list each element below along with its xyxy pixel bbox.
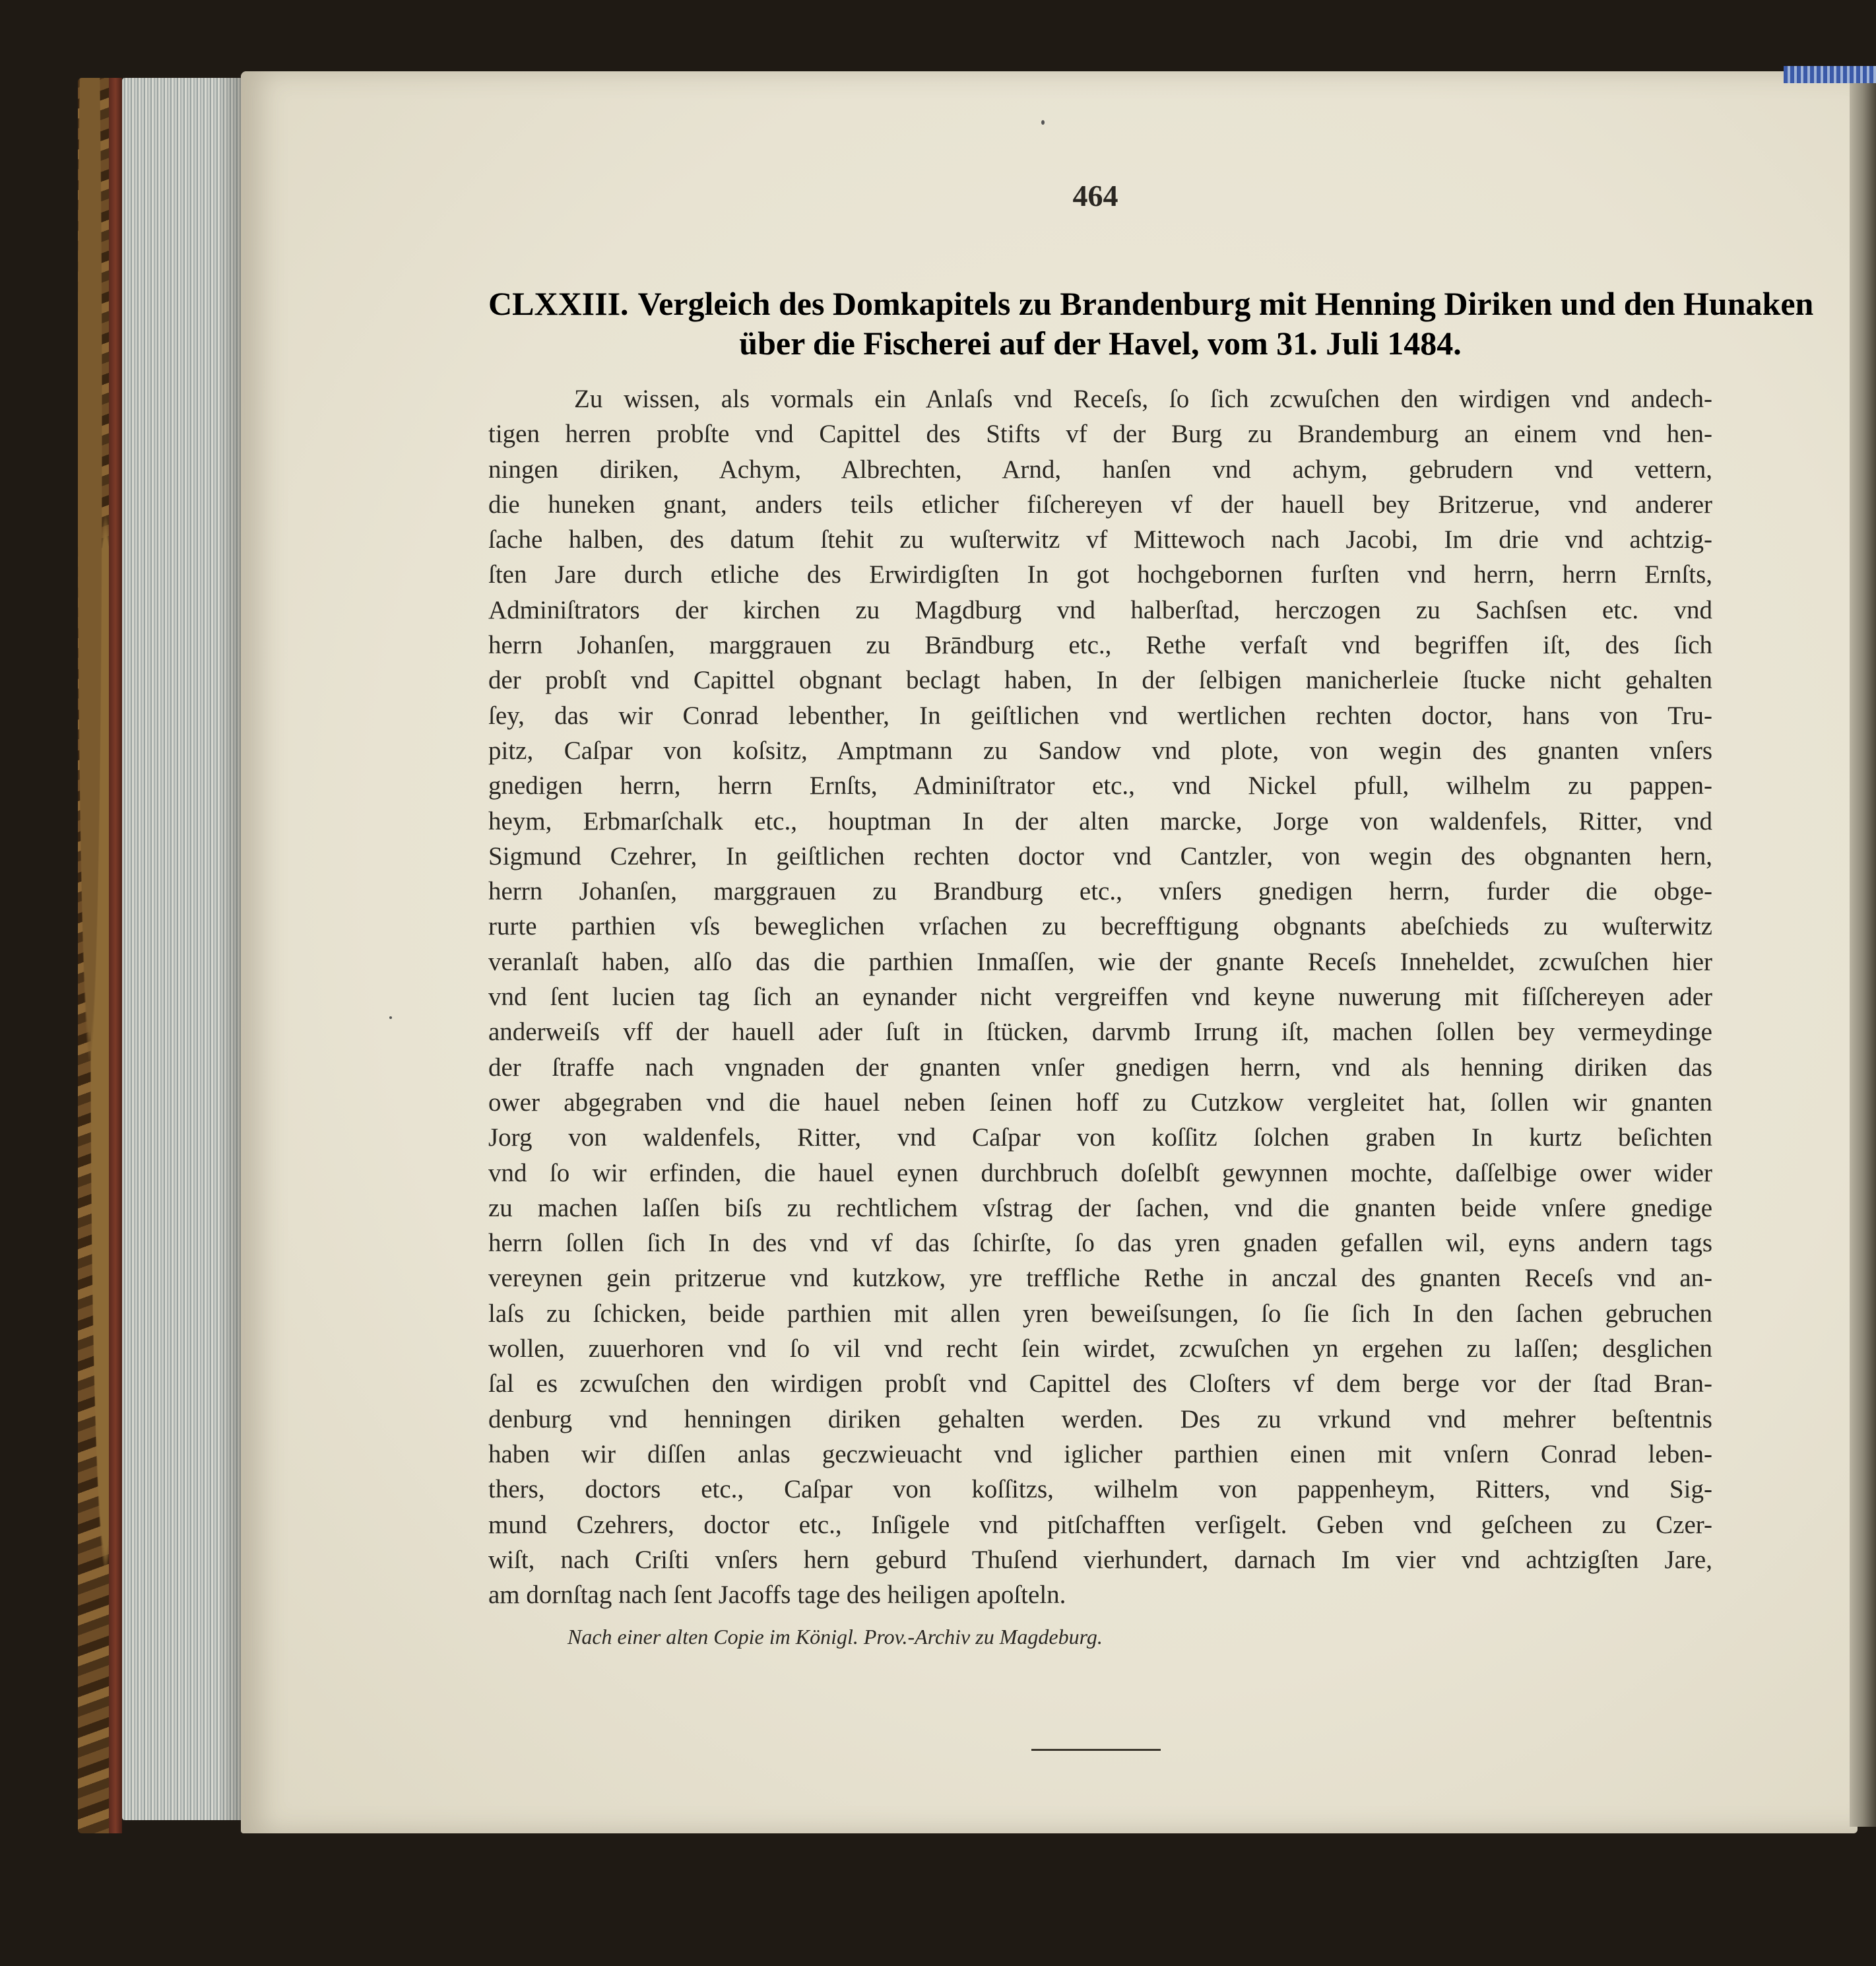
document-heading (488, 284, 1814, 363)
document-number: CLXXIII. (488, 285, 629, 322)
blue-corner-marker (1784, 66, 1876, 83)
body-line: gnedigen herrn, herrn Ernſts, Adminiſtrator etc., vnd Nickel pfull, wilhelm zu pappen- (488, 771, 1712, 801)
document-title-line-1: Vergleich des Domkapitels zu Brandenburg mit Henning Diriken und den Hunaken (637, 285, 1814, 322)
body-line: vereynen gein pritzerue vnd kutzkow, yre treffliche Rethe in anczal des gnanten Receſs vnd an- (488, 1264, 1712, 1293)
body-line: mund Czehrers, doctor etc., Inſigele vnd pitſchafften verſigelt. Geben vnd geſcheen zu Czer- (488, 1510, 1712, 1539)
body-line: wollen, zuuerhoren vnd ſo vil vnd recht ſein wirdet, zcwuſchen yn ergehen zu laſſen; desglichen (488, 1334, 1712, 1363)
page-number: 464 (1072, 179, 1118, 213)
body-line: zu machen laſſen biſs zu rechtlichem vſstrag der ſachen, vnd die gnanten beide vnſere gnedige (488, 1193, 1712, 1222)
page-stack-edges (122, 78, 244, 1820)
body-line: Adminiſtrators der kirchen zu Magdburg vnd halberſtad, herczogen zu Sachſsen etc. vnd (488, 595, 1712, 624)
body-line: laſs zu ſchicken, beide parthien mit allen yren beweiſsungen, ſo ſie ſich In den ſachen gebruchen (488, 1299, 1712, 1328)
body-line: herrn Johanſen, marggrauen zu Brāndburg etc., Rethe verfaſt vnd begriffen iſt, des ſich (488, 631, 1712, 660)
body-line: veranlaſt haben, alſo das die parthien Inmaſſen, wie der gnante Receſs Inneheldet, zcwuſchen hier (488, 947, 1712, 976)
body-line: herrn ſollen ſich In des vnd vf das ſchirſte, ſo das yren gnaden gefallen wil, eyns andern tags (488, 1229, 1712, 1258)
body-line: der ſtraffe nach vngnaden der gnanten vnſer gnedigen herrn, vnd als henning diriken das (488, 1053, 1712, 1082)
body-line: thers, doctors etc., Caſpar von koſſitzs, wilhelm von pappenheym, Ritters, vnd Sig- (488, 1475, 1712, 1504)
body-line: vnd ſent lucien tag ſich an eynander nicht vergreiffen vnd keyne nuwerung mit fiſſchereyen ader (488, 983, 1712, 1012)
page-right-edge (1850, 71, 1876, 1827)
body-line: ſten Jare durch etliche des Erwirdigſten In got hochgebornen furſten vnd herrn, herrn Ernſts, (488, 560, 1712, 589)
book-spine (109, 78, 122, 1833)
body-line: Jorg von waldenfels, Ritter, vnd Caſpar von koſſitz ſolchen graben In kurtz beſichten (488, 1123, 1712, 1152)
body-line: pitz, Caſpar von koſsitz, Amptmann zu Sandow vnd plote, von wegin des gnanten vnſers (488, 736, 1712, 765)
ink-speck (1041, 120, 1045, 125)
body-line: herrn Johanſen, marggrauen zu Brandburg etc., vnſers gnedigen herrn, furder die obge- (488, 877, 1712, 906)
body-line: anderweiſs vff der hauell ader ſuſt in ſtücken, darvmb Irrung iſt, machen ſollen bey vermeydinge (488, 1018, 1712, 1047)
document-title-line-2: über die Fischerei auf der Havel, vom 31. Juli 1484. (739, 325, 1462, 362)
body-line: wiſt, nach Criſti vnſers hern geburd Thuſend vierhundert, darnach Im vier vnd achtzigſten Jare, (488, 1545, 1712, 1574)
body-line: ſache halben, des datum ſtehit zu wuſterwitz vf Mittewoch nach Jacobi, Im drie vnd achtzig- (488, 525, 1712, 554)
source-note: Nach einer alten Copie im Königl. Prov.-Archiv zu Magdeburg. (567, 1625, 1103, 1649)
body-line: denburg vnd henningen diriken gehalten werden. Des zu vrkund vnd mehrer beſtentnis (488, 1404, 1712, 1433)
body-line: vnd ſo wir erfinden, die hauel eynen durchbruch doſelbſt gewynnen mochte, daſſelbige ower wider (488, 1158, 1712, 1187)
body-line: heym, Erbmarſchalk etc., houptman In der alten marcke, Jorge von waldenfels, Ritter, vnd (488, 806, 1712, 836)
body-line: am dornſtag nach ſent Jacoffs tage des heiligen apoſteln. (488, 1581, 1066, 1610)
body-line: ower abgegraben vnd die hauel neben ſeinen hoff zu Cutzkow vergleitet hat, ſollen wir gnanten (488, 1088, 1712, 1117)
body-line: die huneken gnant, anders teils etlicher fiſchereyen vf der hauell bey Britzerue, vnd anderer (488, 490, 1712, 519)
body-line: Zu wissen, als vormals ein Anlaſs vnd Receſs, ſo ſich zcwuſchen den wirdigen vnd andech- (574, 385, 1712, 413)
body-line: ſey, das wir Conrad lebenther, In geiſtlichen vnd wertlichen rechten doctor, hans von Tru- (488, 701, 1712, 730)
ink-speck (389, 1016, 392, 1019)
body-line: ningen diriken, Achym, Albrechten, Arnd, hanſen vnd achym, gebrudern vnd vettern, (488, 455, 1712, 484)
end-rule (1031, 1749, 1161, 1751)
body-line: Sigmund Czehrer, In geiſtlichen rechten doctor vnd Cantzler, von wegin des obgnanten hern, (488, 841, 1712, 870)
body-line: tigen herren probſte vnd Capittel des Stifts vf der Burg zu Brandemburg an einem vnd hen- (488, 420, 1712, 449)
body-line: ſal es zcwuſchen den wirdigen probſt vnd Capittel des Cloſters vf dem berge vor der ſtad Bran- (488, 1369, 1712, 1398)
document-body (488, 381, 1712, 1612)
body-line: haben wir diſſen anlas geczwieuacht vnd iglicher parthien einen mit vnſern Conrad leben- (488, 1439, 1712, 1468)
body-line: der probſt vnd Capittel obgnant beclagt haben, In der ſelbigen manicherleie ſtucke nicht gehalten (488, 666, 1712, 695)
body-line: rurte parthien vſs beweglichen vrſachen zu becrefftigung obgnants abeſchieds zu wuſterwitz (488, 912, 1712, 941)
